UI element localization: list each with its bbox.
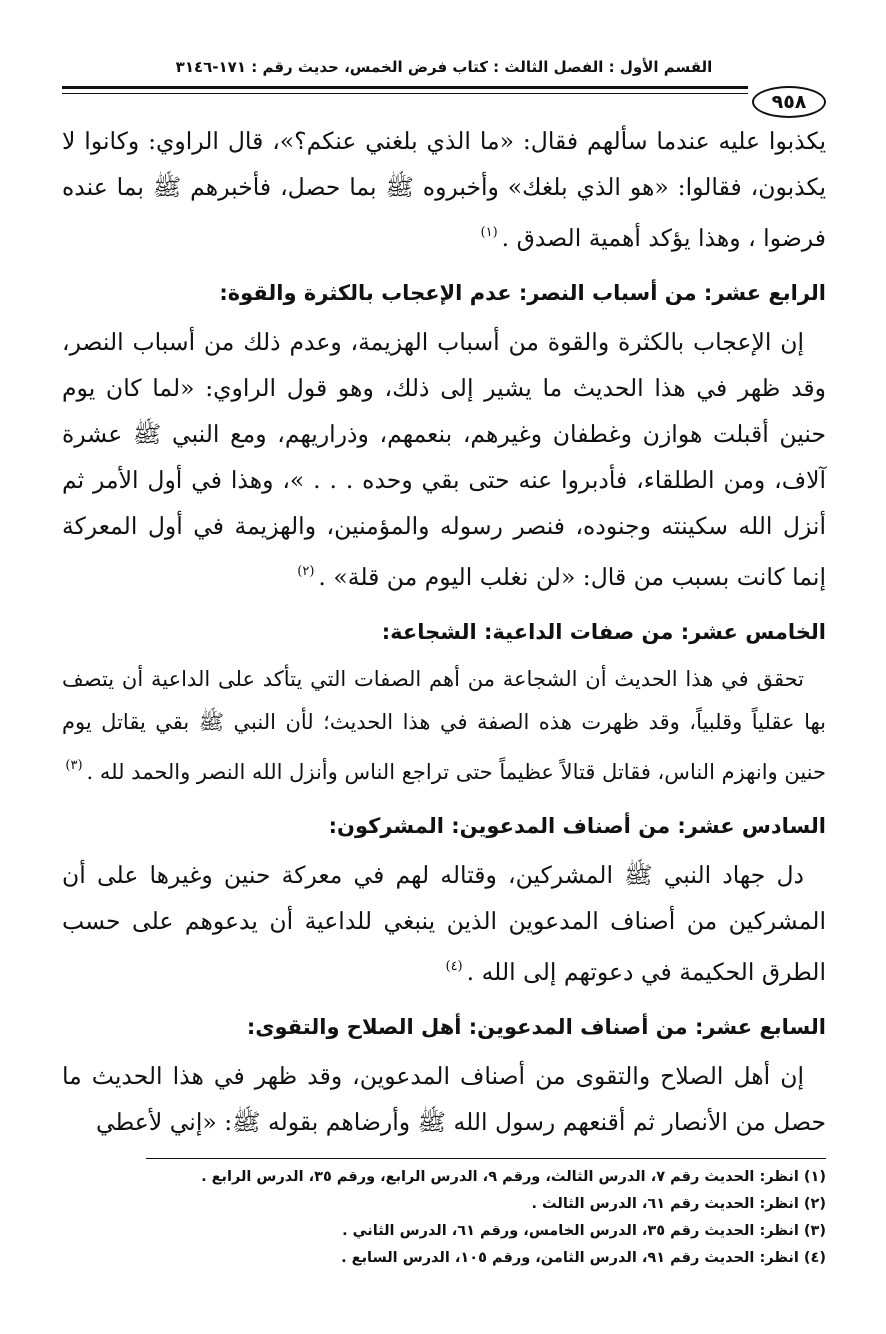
book-page [62,0,826,1334]
footnote-marker: (٤) [445,959,463,974]
paragraph: إن أهل الصلاح والتقوى من أصناف المدعوين، وقد ظهر في هذا الحديث ما حصل من الأنصار ثم أقنعهم رسول الله ﷺ وأرضاهم بقوله ﷺ: «إني لأعطي [62,1062,826,1136]
footnotes [62,1164,826,1272]
header-rule-thin [62,93,748,94]
body-text [62,118,826,1145]
header-rule-thick [62,86,748,89]
section-heading: الرابع عشر: من أسباب النصر: عدم الإعجاب بالكثرة والقوة: [219,281,826,305]
footnote: (٣) انظر: الحديث رقم ٣٥، الدرس الخامس، ورقم ٦١، الدرس الثاني . [342,1223,826,1239]
section-heading: السابع عشر: من أصناف المدعوين: أهل الصلاح والتقوى: [246,1015,826,1039]
footnote-marker: (١) [480,225,498,240]
page-number: ٩٥٨ [752,86,826,118]
footnote: (٢) انظر: الحديث رقم ٦١، الدرس الثالث . [531,1196,826,1212]
section-continuation [62,118,826,261]
section-fourteenth [62,275,826,600]
section-heading: الخامس عشر: من صفات الداعية: الشجاعة: [381,620,826,644]
section-seventeenth [62,1009,826,1145]
footnote-separator [146,1158,826,1159]
paragraph: يكذبوا عليه عندما سألهم فقال: «ما الذي بلغني عنكم؟»، قال الراوي: وكانوا لا يكذبون، فقالوا: «هو الذي بلغك» وأخبروه ﷺ بما حصل، فأخبرهم ﷺ بما عنده فرضوا ، وهذا يؤكد أهمية الصدق .$^{(١)}$ [62,127,826,252]
section-fifteenth [62,614,826,794]
section-heading: السادس عشر: من أصناف المدعوين: المشركون: [328,814,826,838]
running-header: القسم الأول : الفصل الثالث : كتاب فرض الخمس، حديث رقم : ١٧١-٣١٤٦ [175,58,713,76]
paragraph: تحقق في هذا الحديث أن الشجاعة من أهم الصفات التي يتأكد على الداعية أن يتصف بها عقلياً وقلبياً، وقد ظهرت هذه الصفة في هذا الحديث؛ لأن النبي ﷺ بقي يقاتل يوم حنين وانهزم الناس، فقاتل قتالاً عظيماً حتى تراجع الناس وأنزل الله النصر والحمد لله .$^{(٣)}$ [62,667,826,784]
paragraph: دل جهاد النبي ﷺ المشركين، وقتاله لهم في معركة حنين وغيرها على أن المشركين من أصناف المدعوين الذين ينبغي للداعية أن يدعوهم على حسب الطرق الحكيمة في دعوتهم إلى الله .$^{(٤)}$ [62,861,826,986]
footnote: (٤) انظر: الحديث رقم ٩١، الدرس الثامن، ورقم ١٠٥، الدرس السابع . [341,1250,826,1266]
section-sixteenth [62,808,826,995]
footnote: (١) انظر: الحديث رقم ٧، الدرس الثالث، ورقم ٩، الدرس الرابع، ورقم ٣٥، الدرس الرابع . [201,1169,826,1185]
footnote-marker: (٢) [297,564,315,579]
footnote-marker: (٣) [65,758,83,773]
paragraph: إن الإعجاب بالكثرة والقوة من أسباب الهزيمة، وعدم ذلك من أسباب النصر، وقد ظهر في هذا الحديث ما يشير إلى ذلك، وهو قول الراوي: «لما كان يوم حنين أقبلت هوازن وغطفان وغيرهم، بنعمهم، وذراريهم، ومع النبي ﷺ عشرة آلاف، ومن الطلقاء، فأدبروا عنه حتى بقي وحده . . . »، وهذا في أول الأمر ثم أنزل الله سكينته وجنوده، فنصر رسوله والمؤمنين، والهزيمة في أول المعركة إنما كانت بسبب من قال: «لن نغلب اليوم من قلة» .$^{(٢)}$ [62,328,826,591]
